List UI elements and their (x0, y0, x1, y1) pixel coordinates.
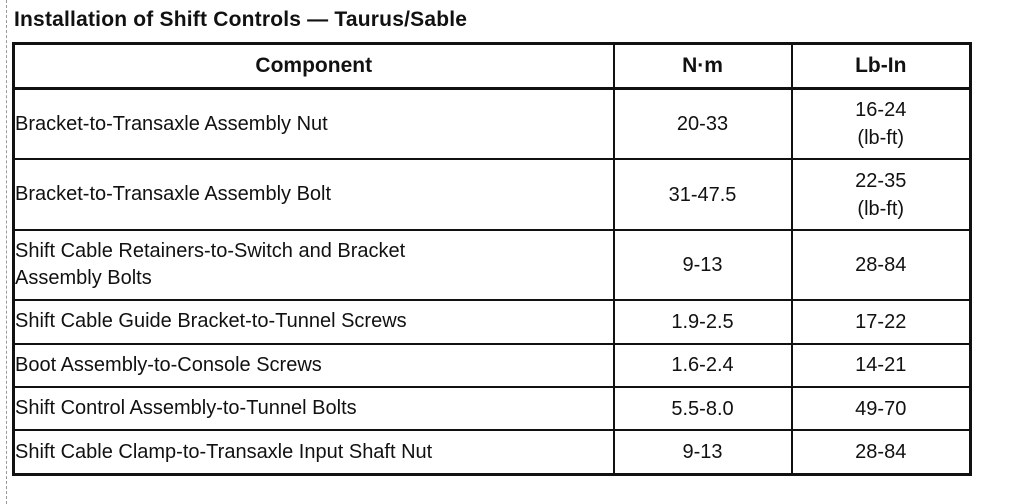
table-row (14, 387, 971, 430)
lb-in-cell: 28-84 (792, 430, 971, 474)
header-row (14, 44, 971, 89)
component-cell: Shift Cable Retainers-to-Switch and Bracket Assembly Bolts (14, 230, 614, 300)
component-cell: Boot Assembly-to-Console Screws (14, 344, 614, 387)
lb-unit-note: (lb-ft) (857, 197, 905, 220)
torque-spec-table (12, 42, 972, 476)
table-row (14, 159, 971, 229)
table-row (14, 430, 971, 474)
lb-in-cell (792, 89, 971, 160)
lb-in-cell: 28-84 (792, 230, 971, 300)
lb-in-cell (792, 159, 971, 229)
column-header-lb-in: Lb-In (792, 44, 971, 89)
lb-in-cell: 14-21 (792, 344, 971, 387)
table-row (14, 300, 971, 343)
component-cell: Shift Control Assembly-to-Tunnel Bolts (14, 387, 614, 430)
nm-cell: 9-13 (614, 230, 792, 300)
table-title: Installation of Shift Controls — Taurus/Sable (14, 8, 468, 31)
component-cell: Bracket-to-Transaxle Assembly Bolt (14, 159, 614, 229)
component-cell: Shift Cable Clamp-to-Transaxle Input Shaft Nut (14, 430, 614, 474)
column-header-component: Component (14, 44, 614, 89)
lb-in-cell: 17-22 (792, 300, 971, 343)
page-margin-rule (6, 0, 7, 504)
lb-in-value: 16-24 (855, 99, 907, 122)
nm-cell: 1.6-2.4 (614, 344, 792, 387)
nm-cell: 1.9-2.5 (614, 300, 792, 343)
nm-cell: 5.5-8.0 (614, 387, 792, 430)
lb-in-cell: 49-70 (792, 387, 971, 430)
table-row (14, 344, 971, 387)
nm-cell: 31-47.5 (614, 159, 792, 229)
lb-unit-note: (lb-ft) (857, 127, 905, 150)
column-header-nm: N·m (614, 44, 792, 89)
nm-cell: 9-13 (614, 430, 792, 474)
table-row (14, 230, 971, 300)
component-cell: Bracket-to-Transaxle Assembly Nut (14, 89, 614, 160)
nm-cell: 20-33 (614, 89, 792, 160)
lb-in-value: 22-35 (855, 169, 907, 192)
component-cell: Shift Cable Guide Bracket-to-Tunnel Screws (14, 300, 614, 343)
table-row (14, 89, 971, 160)
